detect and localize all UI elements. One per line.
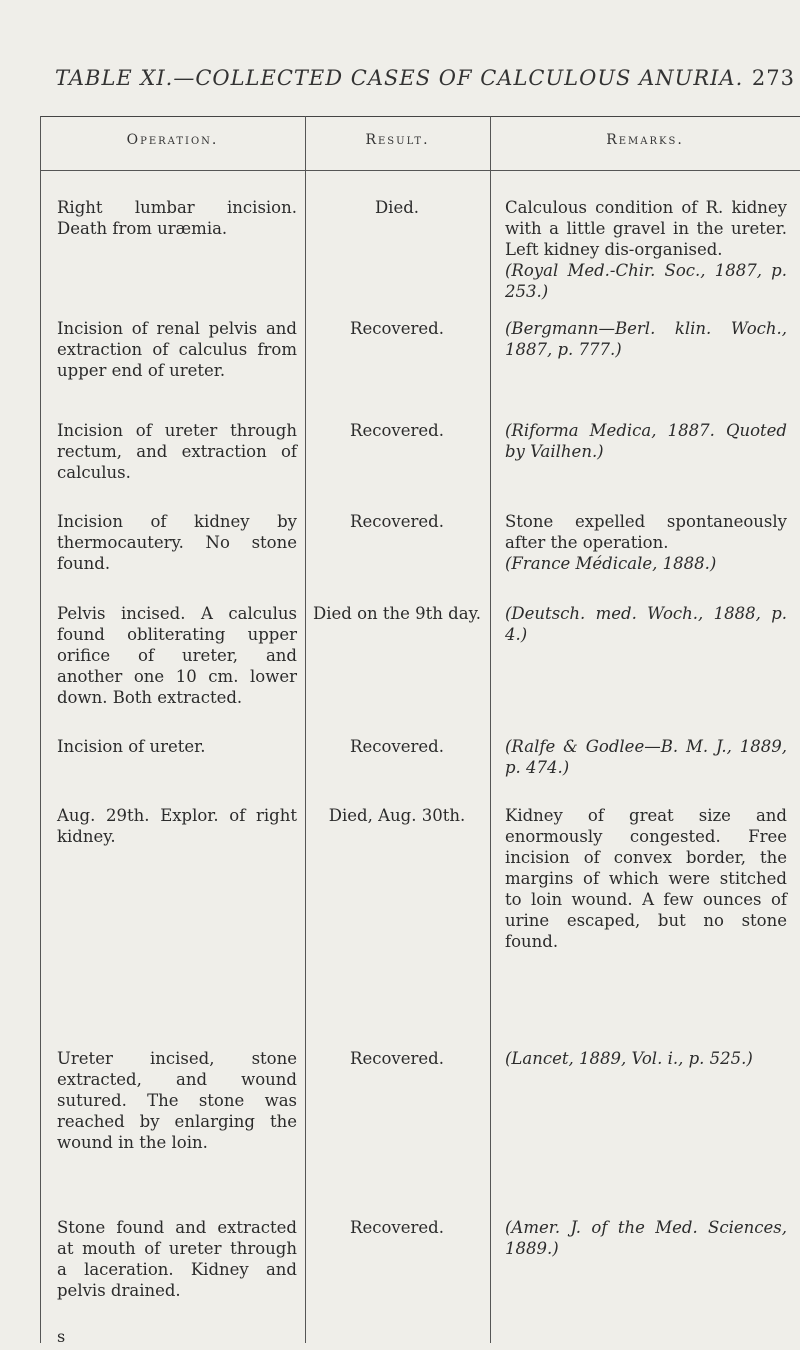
row-9-remarks xyxy=(505,1217,787,1259)
row-7-result: Died, Aug. 30th. xyxy=(328,806,466,825)
row-2-remarks xyxy=(505,318,787,360)
row-7-remarks-text: Kidney of great size and enormously congested. Free incision of convex border, the margins of which were stitched to loin wound. A few ounces of urine escaped, but no stone found. xyxy=(505,806,787,951)
row-9-result: Recovered. xyxy=(350,1218,444,1237)
row-6-remarks xyxy=(505,736,787,778)
row-8-remarks xyxy=(505,1048,787,1069)
row-1-remarks-reference: (Royal Med.-Chir. Soc., 1887, p. 253.) xyxy=(505,261,787,301)
row-4-remarks-text: Stone expelled spontaneously after the operation. xyxy=(505,512,787,552)
row-4-remarks-reference: (France Médicale, 1888.) xyxy=(505,554,717,573)
top-rule xyxy=(40,116,800,117)
row-2-result: Recovered. xyxy=(350,319,444,338)
row-6-operation: Incision of ureter. xyxy=(57,737,206,756)
row-7-operation: Aug. 29th. Explor. of right kidney. xyxy=(57,806,297,846)
column-divider-1 xyxy=(305,116,306,1343)
page-header xyxy=(55,66,795,90)
row-3-remarks xyxy=(505,420,787,462)
row-8-remarks-reference: (Lancet, 1889, Vol. i., p. 525.) xyxy=(505,1049,753,1068)
table-title: TABLE XI.—COLLECTED CASES OF CALCULOUS ANURIA. xyxy=(55,66,744,90)
row-1-remarks xyxy=(505,197,787,302)
row-3-remarks-reference: (Riforma Medica, 1887. Quoted by Vailhen.) xyxy=(505,421,787,461)
row-9-remarks-reference: (Amer. J. of the Med. Sciences, 1889.) xyxy=(505,1218,787,1258)
row-5-remarks xyxy=(505,603,787,645)
row-6-remarks-reference: (Ralfe & Godlee—B. M. J., 1889, p. 474.) xyxy=(505,737,787,777)
row-1-operation: Right lumbar incision. Death from uræmia. xyxy=(57,198,297,238)
row-6-result: Recovered. xyxy=(350,737,444,756)
page-number: 273 xyxy=(751,66,795,90)
row-1-remarks-text: Calculous condition of R. kidney with a little gravel in the ureter. Left kidney dis-organised. xyxy=(505,198,787,259)
column-header-remarks: Remarks. xyxy=(606,132,684,148)
row-5-remarks-reference: (Deutsch. med. Woch., 1888, p. 4.) xyxy=(505,604,787,644)
row-2-remarks-reference: (Bergmann—Berl. klin. Woch., 1887, p. 777.) xyxy=(505,319,787,359)
row-3-operation: Incision of ureter through rectum, and extraction of calculus. xyxy=(57,421,297,482)
column-divider-2 xyxy=(490,116,491,1343)
signature-mark: s xyxy=(57,1327,66,1346)
row-1-result: Died. xyxy=(374,198,420,217)
row-2-operation: Incision of renal pelvis and extraction of calculus from upper end of ureter. xyxy=(57,319,297,380)
row-7-remarks xyxy=(505,805,787,952)
header-rule xyxy=(40,170,800,171)
row-4-operation: Incision of kidney by thermocautery. No stone found. xyxy=(57,512,297,573)
row-3-result: Recovered. xyxy=(350,421,444,440)
row-8-operation: Ureter incised, stone extracted, and wound sutured. The stone was reached by enlarging the wound in the loin. xyxy=(57,1049,297,1152)
column-header-operation: Operation. xyxy=(126,132,219,148)
row-9-operation: Stone found and extracted at mouth of ureter through a laceration. Kidney and pelvis drained. xyxy=(57,1218,297,1300)
column-divider-left xyxy=(40,116,41,1343)
row-5-result: Died on the 9th day. xyxy=(313,604,481,623)
row-5-operation: Pelvis incised. A calculus found obliterating upper orifice of ureter, and another one 10 cm. lower down. Both extracted. xyxy=(57,604,297,707)
row-4-remarks xyxy=(505,511,787,574)
column-header-result: Result. xyxy=(365,132,430,148)
row-8-result: Recovered. xyxy=(350,1049,444,1068)
row-4-result: Recovered. xyxy=(350,512,444,531)
